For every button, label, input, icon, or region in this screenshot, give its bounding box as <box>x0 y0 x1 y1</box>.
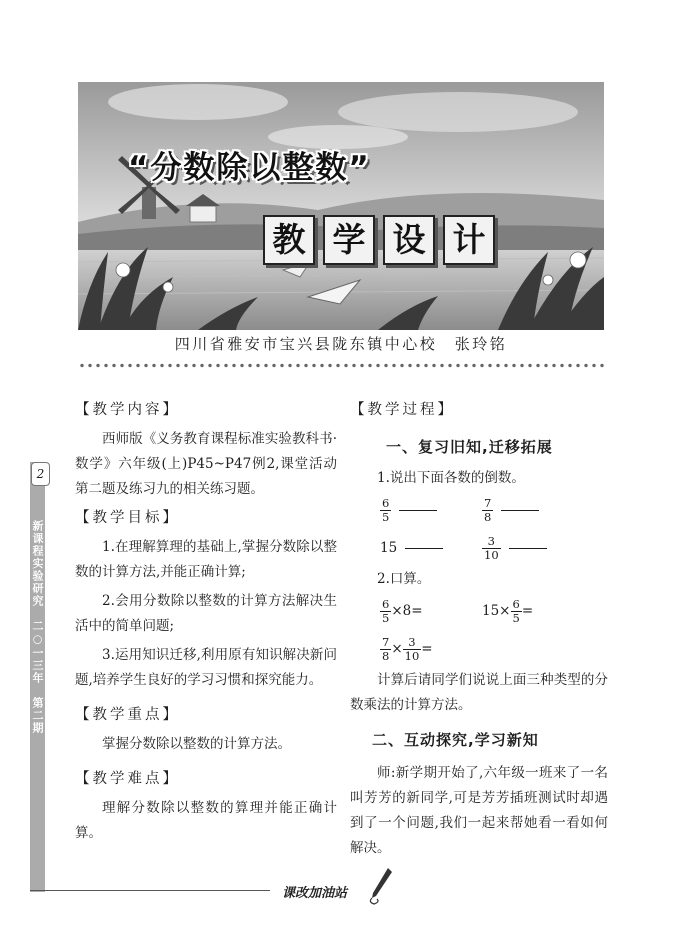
banner-subtitle <box>263 215 495 265</box>
content-heading: 【教学内容】 <box>75 402 180 418</box>
dotted-divider <box>78 361 604 370</box>
answer-blank <box>509 548 547 549</box>
answer-blank <box>405 548 443 549</box>
content-text: 西师版《义务教育课程标准实验教科书·数学》六年级(上)P45~P47例2,课堂活动第二题及练习九的相关练习题。 <box>75 431 337 497</box>
fraction: $\frac{6}{5}$ <box>382 495 390 524</box>
banner-title: “分数除以整数” <box>128 150 371 186</box>
right-column <box>350 398 608 861</box>
fraction: $\frac{6}{5}$ <box>512 596 520 625</box>
subtitle-char: 教 <box>263 215 315 265</box>
goals-heading: 【教学目标】 <box>75 510 180 526</box>
question1-label: 1.说出下面各数的倒数。 <box>377 470 525 486</box>
fraction: $\frac{3}{10}$ <box>484 533 499 562</box>
goal-item: 3.运用知识迁移,利用原有知识解决新问题,培养学生良好的学习习惯和探究能力。 <box>75 647 337 688</box>
key-text: 掌握分数除以整数的计算方法。 <box>102 736 291 752</box>
author-line: 四川省雅安市宝兴县陇东镇中心校 张玲铭 <box>174 335 508 353</box>
header-banner <box>78 82 604 330</box>
goal-item: 1.在理解算理的基础上,掌握分数除以整数的计算方法,并能正确计算; <box>75 539 337 580</box>
landscape-illustration <box>78 82 604 330</box>
oral-row: $\frac{6}{5}$ ×8= 15× $\frac{6}{5}$ = <box>382 596 534 625</box>
reciprocal-row <box>350 529 608 567</box>
answer-blank <box>399 510 437 511</box>
whole-number: 15 <box>380 539 398 556</box>
section2-title: 二、互动探究,学习新知 <box>372 731 539 749</box>
fraction: $\frac{3}{10}$ <box>404 634 420 663</box>
reciprocal-row <box>350 491 608 529</box>
subtitle-char: 设 <box>383 215 435 265</box>
footer-line <box>30 890 270 891</box>
after-calc-text: 计算后请同学们说说上面三种类型的分数乘法的计算方法。 <box>350 672 608 713</box>
left-column <box>75 398 337 846</box>
difficulty-text: 理解分数除以整数的算理并能正确计算。 <box>75 800 337 841</box>
subtitle-char: 计 <box>443 215 495 265</box>
fraction: $\frac{7}{8}$ <box>382 634 390 663</box>
section1-title: 一、复习旧知,迁移拓展 <box>386 438 553 456</box>
pen-icon <box>368 866 394 906</box>
goal-item: 2.会用分数除以整数的计算方法解决生活中的简单问题; <box>75 593 337 634</box>
answer-blank <box>501 510 539 511</box>
fraction: $\frac{7}{8}$ <box>484 495 492 524</box>
page-number: 2 <box>31 462 50 486</box>
teacher-text: 师:新学期开始了,六年级一班来了一名叫芳芳的新同学,可是芳芳插班测试时却遇到了一个问题,我们一起来帮她看一看如何解决。 <box>350 765 608 856</box>
question2-label: 2.口算。 <box>377 571 431 587</box>
footer-label: 课改加油站 <box>282 886 348 901</box>
oral-row: $\frac{7}{8}$ × $\frac{3}{10}$ = <box>382 634 433 663</box>
key-heading: 【教学重点】 <box>75 707 180 723</box>
journal-name: 新课程实验研究 二○一三年 第二期 <box>31 520 44 735</box>
subtitle-char: 学 <box>323 215 375 265</box>
fraction: $\frac{6}{5}$ <box>382 596 390 625</box>
difficulty-heading: 【教学难点】 <box>75 771 180 787</box>
process-heading: 【教学过程】 <box>350 402 455 418</box>
